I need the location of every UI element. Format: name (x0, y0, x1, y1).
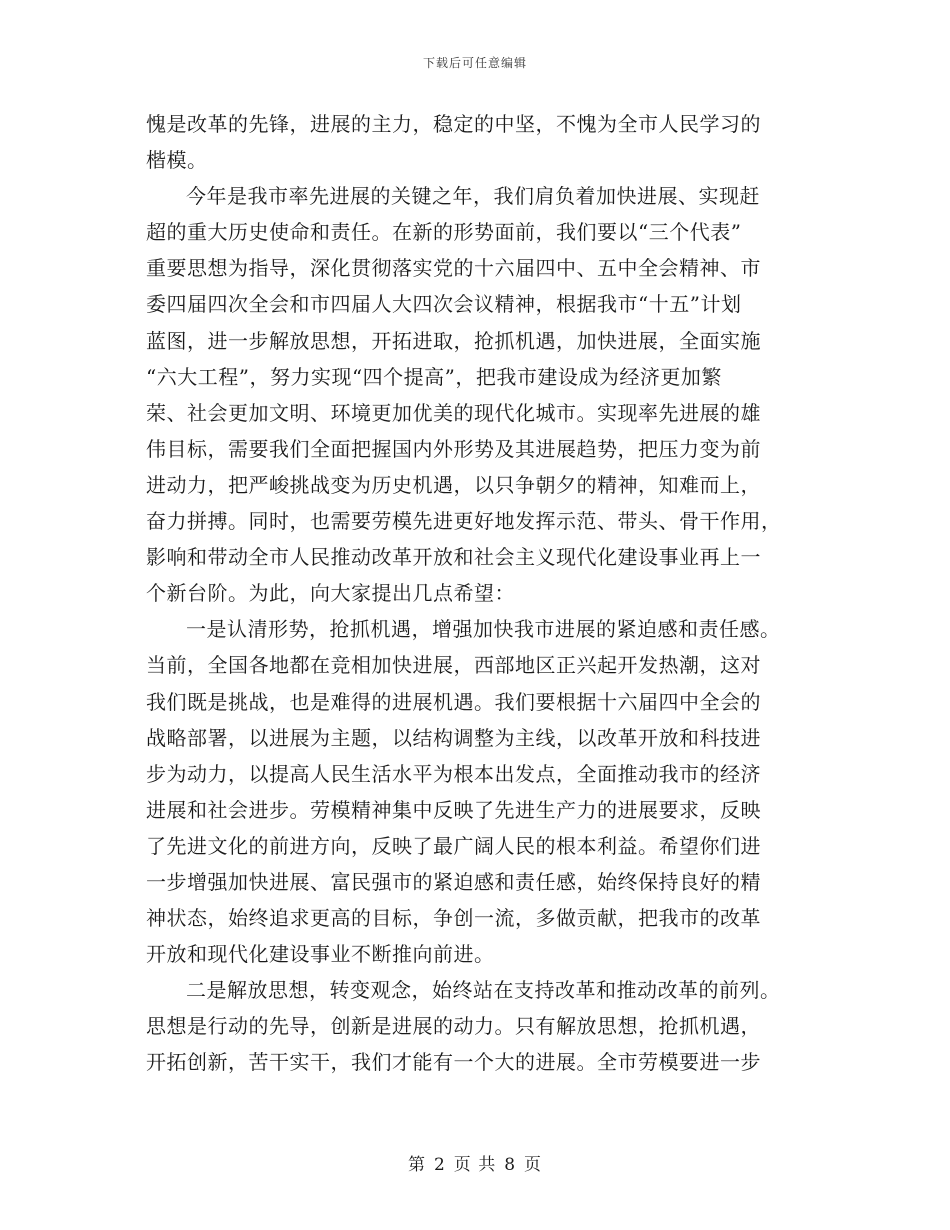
text-line: 当前，全国各地都在竞相加快进展，西部地区正兴起开发热潮，这对 (146, 653, 761, 678)
text-line: 超的重大历史使命和责任。在新的形势面前，我们要以“三个代表” (146, 220, 742, 245)
text-line: 战略部署，以进展为主题，以结构调整为主线，以改革开放和科技进 (146, 725, 761, 750)
current-page-number: 2 (433, 1155, 446, 1175)
text-line: 神状态，始终追求更高的目标，争创一流，多做贡献，把我市的改革 (146, 906, 761, 931)
text-line: 个新台阶。为此，向大家提出几点希望： (146, 581, 515, 606)
paragraph-first-line: 今年是我市率先进展的关键之年，我们肩负着加快进展、实现赶 (186, 184, 760, 209)
text-line: 愧是改革的先锋，进展的主力，稳定的中坚，不愧为全市人民学习的 (146, 112, 761, 136)
text-line: 伟目标，需要我们全面把握国内外形势及其进展趋势，把压力变为前 (146, 436, 761, 461)
text-line: 委四届四次全会和市四届人大四次会议精神，根据我市“十五”计划 (146, 292, 742, 317)
document-body (146, 106, 806, 1081)
footer-suffix: 页 (524, 1155, 543, 1175)
paragraph-first-line: 二是解放思想，转变观念，始终站在支持改革和推动改革的前列。 (186, 978, 781, 1003)
text-line: 思想是行动的先导，创新是进展的动力。只有解放思想，抢抓机遇， (146, 1014, 761, 1039)
text-line: “六大工程”，努力实现“四个提高”，把我市建设成为经济更加繁 (146, 364, 722, 389)
text-line: 我们既是挑战，也是难得的进展机遇。我们要根据十六届四中全会的 (146, 689, 761, 714)
text-line: 荣、社会更加文明、环境更加优美的现代化城市。实现率先进展的雄 (146, 400, 761, 425)
page-header: 下载后可任意编辑 (422, 56, 527, 70)
total-pages-number: 8 (504, 1155, 517, 1175)
footer-prefix: 第 (407, 1155, 426, 1175)
text-line: 了先进文化的前进方向，反映了最广阔人民的根本利益。希望你们进 (146, 833, 761, 858)
text-line: 奋力拼搏。同时，也需要劳模先进更好地发挥示范、带头、骨干作用， (146, 509, 782, 534)
text-line: 进动力，把严峻挑战变为历史机遇，以只争朝夕的精神，知难而上， (146, 472, 761, 497)
text-line: 开放和现代化建设事业不断推向前进。 (146, 942, 495, 967)
text-line: 进展和社会进步。劳模精神集中反映了先进生产力的进展要求，反映 (146, 797, 761, 822)
page-footer (0, 1150, 950, 1175)
paragraph-first-line: 一是认清形势，抢抓机遇，增强加快我市进展的紧迫感和责任感。 (186, 617, 781, 642)
footer-middle: 页 共 (453, 1155, 497, 1175)
text-line: 一步增强加快进展、富民强市的紧迫感和责任感，始终保持良好的精 (146, 869, 761, 894)
text-line: 重要思想为指导，深化贯彻落实党的十六届四中、五中全会精神、市 (146, 256, 761, 281)
text-line: 开拓创新，苦干实干，我们才能有一个大的进展。全市劳模要进一步 (146, 1050, 761, 1075)
text-line: 影响和带动全市人民推动改革开放和社会主义现代化建设事业再上一 (146, 545, 761, 570)
text-line: 蓝图，进一步解放思想，开拓进取，抢抓机遇，加快进展，全面实施 (146, 328, 761, 353)
text-line: 步为动力，以提高人民生活水平为根本出发点，全面推动我市的经济 (146, 761, 761, 786)
text-line: 楷模。 (146, 148, 208, 173)
